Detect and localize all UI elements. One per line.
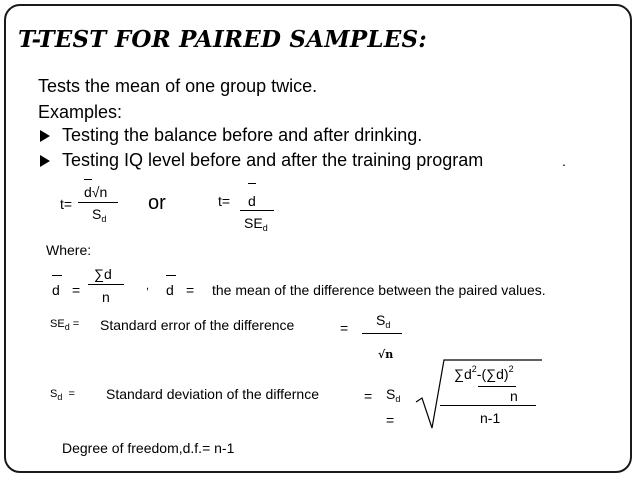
fraction-bar	[88, 284, 124, 285]
arrow-bullet-icon	[40, 130, 50, 142]
fraction-bar	[240, 210, 274, 211]
se-numerator: $S_d$	[376, 312, 391, 330]
mean-bar	[166, 275, 176, 276]
slide-title: T-TEST FOR PAIRED SAMPLES:	[18, 26, 427, 53]
sd-eq2: =	[364, 388, 373, 404]
formula1-lhs: t=	[60, 196, 73, 212]
bullet-item: Testing IQ level before and after the training program	[62, 150, 484, 170]
mean-numerator: ∑d	[94, 266, 112, 282]
degree-of-freedom: Degree of freedom,d.f.= n-1	[62, 440, 235, 456]
fraction-bar	[478, 386, 516, 387]
formula1-denominator: $S_d$	[92, 206, 107, 224]
mean-lhs2: d	[166, 282, 174, 298]
mean-description: the mean of the difference between the paired values.	[212, 282, 546, 298]
mean-bar	[248, 183, 256, 184]
sd-inner-lhs: $S_d$	[386, 386, 401, 404]
fraction-bar	[362, 333, 402, 334]
mean-eq: =	[72, 282, 81, 298]
fraction-bar	[78, 202, 118, 203]
examples-label: Examples:	[38, 102, 123, 122]
formula1-numerator: d√n	[84, 184, 108, 200]
sd-lhs: $S_d$ =	[50, 388, 75, 402]
mean-bar	[84, 179, 92, 180]
mean-comma: ,	[146, 280, 150, 292]
sd-description: Standard deviation of the differnce	[106, 386, 320, 402]
formula2-numerator: d	[248, 193, 256, 209]
where-label: Where:	[46, 242, 92, 258]
sd-inner-eq: =	[386, 412, 395, 428]
se-description: Standard error of the difference	[100, 317, 295, 333]
bullet-end-dot: .	[562, 153, 566, 169]
sd-denominator: n-1	[480, 410, 501, 426]
sd-num-n: n	[510, 388, 518, 404]
formula2-denominator: $SE_d$	[244, 215, 268, 233]
or-text: or	[148, 192, 166, 214]
fraction-bar	[440, 405, 536, 406]
se-denominator: √n	[378, 348, 394, 361]
se-eq2: =	[340, 320, 349, 336]
se-lhs: $SE_d$ =	[50, 318, 80, 332]
mean-eq2: =	[186, 282, 195, 298]
mean-denominator: n	[102, 289, 110, 305]
formula2-lhs: t=	[218, 193, 231, 209]
bullet-item: Testing the balance before and after drinking.	[62, 125, 423, 145]
mean-bar	[52, 275, 62, 276]
mean-lhs: d	[52, 282, 60, 298]
arrow-bullet-icon	[40, 155, 50, 167]
sd-numerator: $\sum d^2-(\sum d)^2$	[454, 364, 514, 382]
intro-text: Tests the mean of one group twice.	[38, 76, 318, 96]
